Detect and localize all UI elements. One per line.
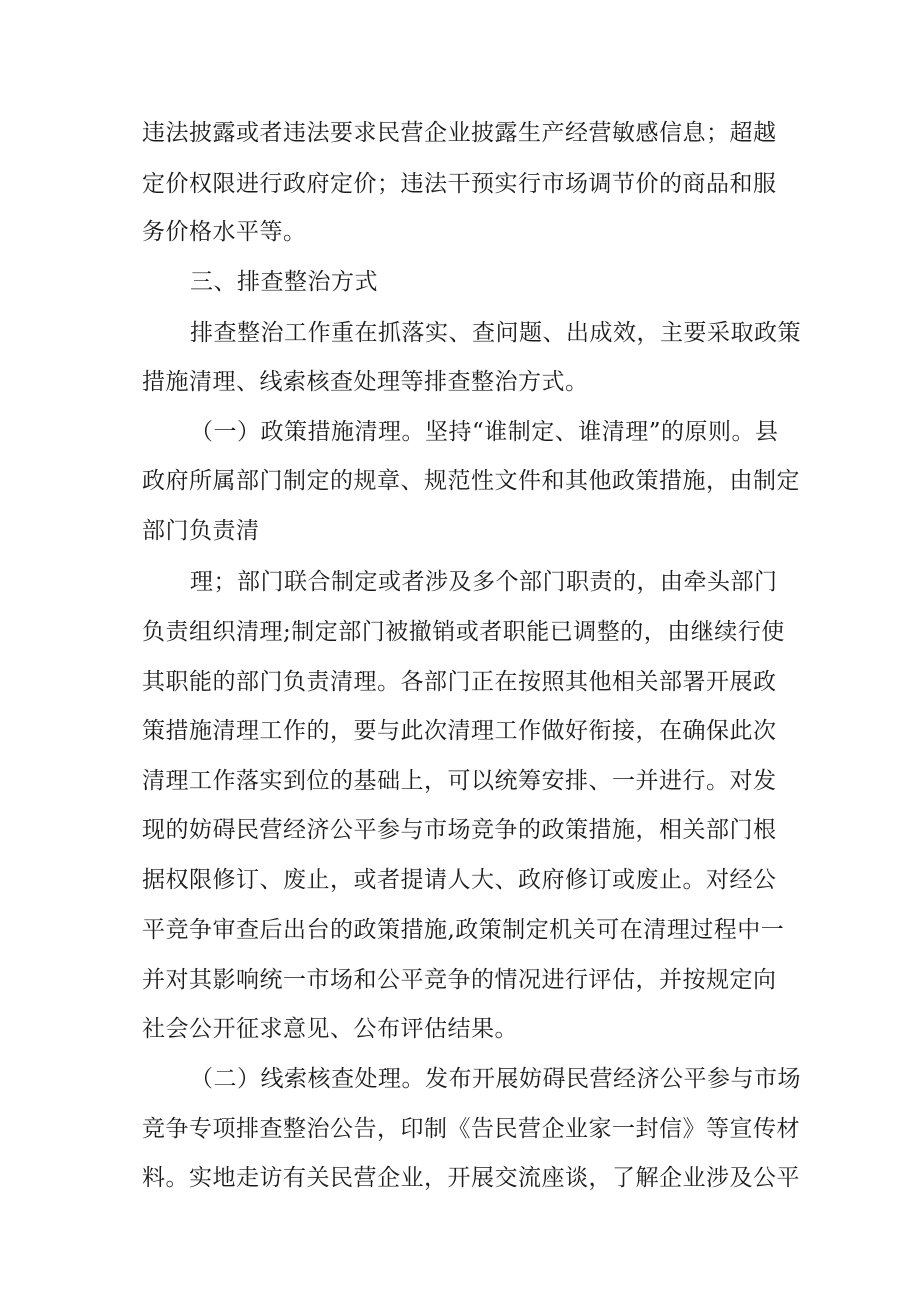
text-line: 料。实地走访有关民营企业，开展交流座谈，了解企业涉及公平 bbox=[142, 1165, 800, 1191]
text-line: 排查整治工作重在抓落实、查问题、出成效，主要采取政策 bbox=[190, 320, 801, 346]
text-line: 据权限修订、废止，或者提请人大、政府修订或废止。对经公 bbox=[142, 867, 777, 893]
text-line: 清理工作落实到位的基础上，可以统筹安排、一并进行。对发 bbox=[142, 768, 777, 794]
text-line: 其职能的部门负责清理。各部门正在按照其他相关部署开展政 bbox=[142, 669, 777, 695]
text-line: 策措施清理工作的，要与此次清理工作做好衔接，在确保此次 bbox=[142, 718, 777, 744]
text-line: 措施清理、线索核查处理等排查整治方式。 bbox=[142, 369, 589, 395]
text-line: 负责组织清理;制定部门被撤销或者职能已调整的，由继续行使 bbox=[142, 619, 785, 645]
text-line: 竞争专项排查整治公告，印制《告民营企业家一封信》等宣传材 bbox=[142, 1116, 800, 1142]
text-line: 现的妨碍民营经济公平参与市场竞争的政策措施，相关部门根 bbox=[142, 817, 777, 843]
section-heading: 三、排查整治方式 bbox=[190, 269, 378, 295]
text-line: 违法披露或者违法要求民营企业披露生产经营敏感信息；超越 bbox=[142, 120, 777, 146]
text-line: 理；部门联合制定或者涉及多个部门职责的，由牵头部门 bbox=[190, 569, 778, 595]
text-line: （一）政策措施清理。坚持“谁制定、谁清理”的原则。县 bbox=[190, 419, 779, 445]
text-line: 政府所属部门制定的规章、规范性文件和其他政策措施，由制定 bbox=[142, 468, 800, 494]
text-line: 并对其影响统一市场和公平竞争的情况进行评估，并按规定向 bbox=[142, 967, 777, 993]
text-line: 社会公开征求意见、公布评估结果。 bbox=[142, 1016, 518, 1042]
text-line: 定价权限进行政府定价；违法干预实行市场调节价的商品和服 bbox=[142, 171, 777, 197]
text-line: 务价格水平等。 bbox=[142, 219, 307, 245]
text-line: （二）线索核查处理。发布开展妨碍民营经济公平参与市场 bbox=[190, 1066, 801, 1092]
text-line: 平竞争审查后出台的政策措施,政策制定机关可在清理过程中一 bbox=[142, 917, 785, 943]
text-line: 部门负责清 bbox=[142, 518, 260, 544]
